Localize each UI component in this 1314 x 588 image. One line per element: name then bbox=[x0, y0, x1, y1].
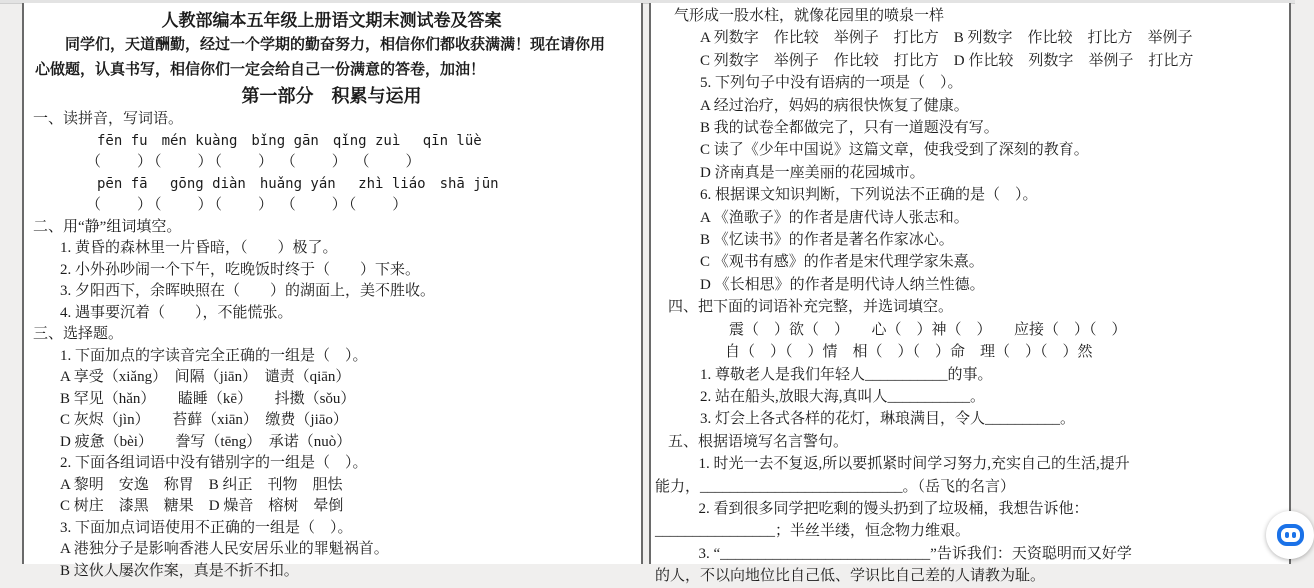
question-stem: 3. 下面加点词语使用不正确的一组是（ ）。 bbox=[60, 519, 353, 536]
quote-item-line: 3. “____________________________”告诉我们：天资聪明而又好学 bbox=[698, 545, 1132, 562]
option-row: B 罕见（hǎn） 瞌睡（kē） 抖擞（sǒu） bbox=[60, 390, 356, 407]
quote-item-line-clipped: 的人，不以向地位比自己低、学识比自己差的人请教为耻。 bbox=[655, 568, 1046, 585]
quote-item-line: 2. 看到很多同学把吃剩的馒头扔到了垃圾桶，我想告诉他： bbox=[698, 500, 1089, 517]
fill-blank-item: 2. 小外孙吵闹一个下午，吃晚饭时终于（ ）下来。 bbox=[60, 261, 421, 278]
option-row-clipped: B 这伙人屡次作案，真是不折不扣。 bbox=[60, 562, 299, 579]
doc-title: 人教部编本五年级上册语文期末测试卷及答案 bbox=[161, 11, 502, 30]
idiom-fill-row: 震（ ）欲（ ） 心（ ）神（ ） 应接（ ）（ ） bbox=[729, 321, 1127, 338]
option-row: C 列数字 举例子 作比较 打比方 D 作比较 列数字 举例子 打比方 bbox=[700, 52, 1194, 69]
option-row: B 我的试卷全都做完了，只有一道题没有写。 bbox=[700, 120, 999, 137]
option-row: A 列数字 作比较 举例子 打比方 B 列数字 作比较 打比方 举例子 bbox=[700, 30, 1193, 47]
page-1 bbox=[22, 3, 643, 579]
chat-widget-button[interactable] bbox=[1266, 511, 1314, 559]
option-row: B 《忆读书》的作者是著名作家冰心。 bbox=[700, 232, 954, 249]
chat-robot-icon-eye bbox=[1292, 532, 1296, 538]
option-row: C 《观书有感》的作者是宋代理学家朱熹。 bbox=[700, 254, 984, 271]
fill-blank-item: 3. 夕阳西下，余晖映照在（ ）的湖面上，美不胜收。 bbox=[60, 283, 436, 299]
fill-blank-item: 2. 站在船头,放眼大海,真叫人___________。 bbox=[700, 388, 986, 405]
quote-item-line: ________________；半丝半缕，恒念物力维艰。 bbox=[655, 523, 971, 540]
quote-item-line: 能力，___________________________。（岳飞的名言） bbox=[655, 478, 1016, 495]
idiom-fill-row: 自（ ）（ ）情 相（ ）（ ）命 理（ ）（ ）然 bbox=[725, 344, 1093, 361]
page-2 bbox=[649, 3, 1291, 585]
option-row: C 读了《少年中国说》这篇文章，使我受到了深刻的教育。 bbox=[700, 142, 1089, 159]
section-4-heading: 四、把下面的词语补充完整，并选词填空。 bbox=[668, 299, 954, 316]
question-stem: 6. 根据课文知识判断，下列说法不正确的是（ ）。 bbox=[700, 187, 1038, 204]
option-row: D 疲惫（bèi） 誊写（tēng） 承诺（nuò） bbox=[60, 433, 352, 450]
section-2-heading: 二、用“静”组词填空。 bbox=[33, 218, 182, 235]
quote-item-line: 1. 时光一去不复返,所以要抓紧时间学习努力,充实自己的生活,提升 bbox=[698, 456, 1130, 473]
option-row: A 经过治疗，妈妈的病很快恢复了健康。 bbox=[700, 97, 969, 114]
option-row: A 《渔歌子》的作者是唐代诗人张志和。 bbox=[700, 209, 969, 226]
option-row: D 《长相思》的作者是明代诗人纳兰性德。 bbox=[700, 276, 985, 293]
intro-line-1: 同学们，天道酬勤，经过一个学期的勤奋努力，相信你们都收获满满！现在请你用 bbox=[65, 37, 606, 53]
fill-blank-item: 1. 黄昏的森林里一片昏暗，（ ）极了。 bbox=[60, 240, 338, 256]
question-stem: 1. 下面加点的字读音完全正确的一组是（ ）。 bbox=[60, 347, 368, 364]
question-stem: 2. 下面各组词语中没有错别字的一组是（ ）。 bbox=[60, 455, 368, 471]
intro-line-2: 心做题，认真书写，相信你们一定会给自己一份满意的答卷，加油！ bbox=[35, 62, 486, 78]
option-row: C 灰烬（jìn） 苔藓（xiān） 缴费（jiāo） bbox=[60, 412, 348, 428]
answer-paren-row: （ ）（ ）（ ） （ ）（ ） bbox=[86, 197, 410, 213]
fill-blank-item: 1. 尊敬老人是我们年轻人___________的事。 bbox=[700, 366, 993, 383]
section-3-heading: 三、选择题。 bbox=[33, 326, 124, 342]
option-row: A 享受（xiǎng） 间隔（jiān） 谴责（qiān） bbox=[60, 369, 351, 385]
option-row: A 黎明 安逸 称胃 B 纠正 刊物 胆怯 bbox=[60, 476, 343, 493]
section-1-heading: 一、读拼音，写词语。 bbox=[33, 111, 184, 127]
question-continuation-line: 气形成一股水柱，就像花园里的喷泉一样 bbox=[674, 8, 945, 24]
option-row: C 树庄 漆黑 糖果 D 燥音 榕树 晕倒 bbox=[60, 498, 344, 514]
part-heading: 第一部分 积累与运用 bbox=[241, 86, 422, 106]
question-stem: 5. 下列句子中没有语病的一项是（ ）。 bbox=[700, 75, 963, 92]
pinyin-row: fēn fu mén kuàng bǐng gān qǐng zuì qīn lüè bbox=[97, 132, 482, 149]
answer-paren-row: （ ）（ ）（ ） （ ） （ ） bbox=[86, 154, 423, 170]
chat-robot-icon bbox=[1277, 524, 1304, 546]
chat-robot-icon-eye bbox=[1285, 532, 1289, 538]
fill-blank-item: 3. 灯会上各式各样的花灯，琳琅满目，令人__________。 bbox=[700, 411, 1076, 428]
fill-blank-item: 4. 遇事要沉着（ ），不能慌张。 bbox=[60, 304, 293, 321]
section-5-heading: 五、根据语境写名言警句。 bbox=[668, 433, 849, 450]
option-row: A 港独分子是影响香港人民安居乐业的罪魁祸首。 bbox=[60, 541, 389, 557]
option-row: D 济南真是一座美丽的花园城市。 bbox=[700, 164, 925, 181]
pinyin-row: pēn fā gōng diàn huǎng yán zhì liáo shā jūn bbox=[97, 175, 499, 192]
